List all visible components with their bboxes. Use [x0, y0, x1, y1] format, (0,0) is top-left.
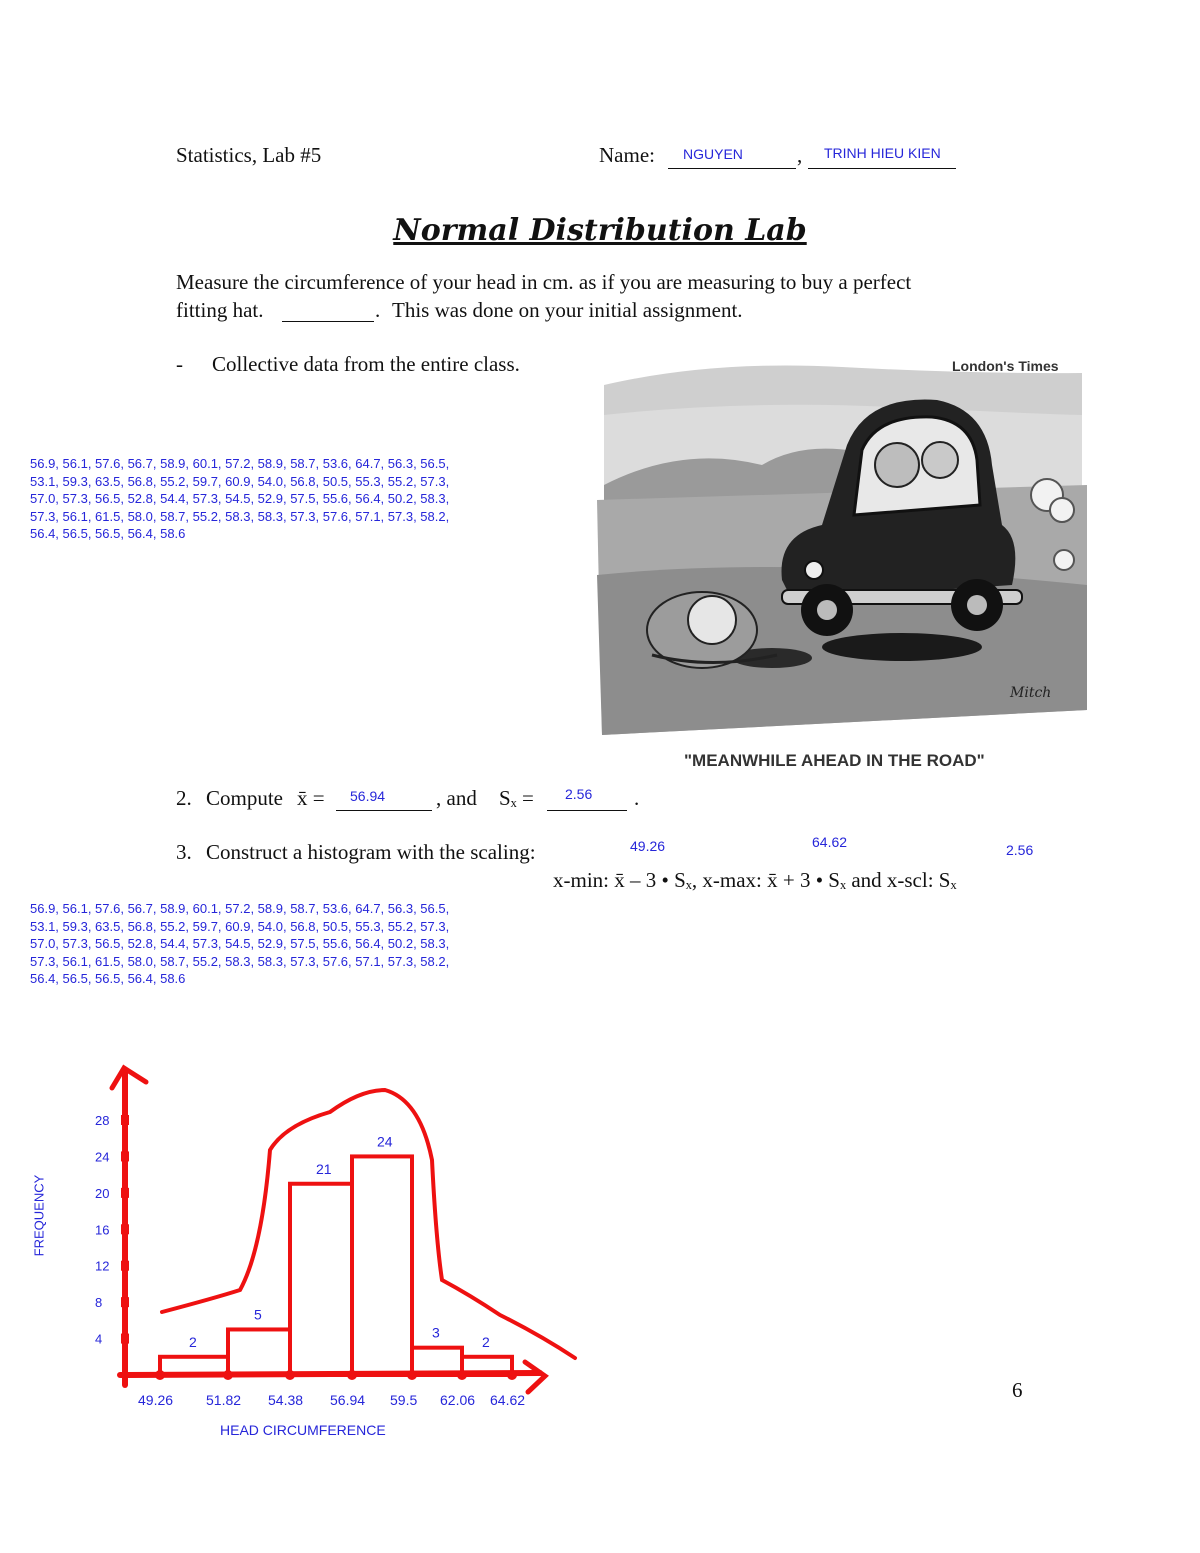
intro-line-2a: fitting hat.: [176, 298, 264, 322]
class-data-list-repeat: 56.9, 56.1, 57.6, 56.7, 58.9, 60.1, 57.2, 58.9, 58.7, 53.6, 64.7, 56.3, 56.5, 53.1, 59.3, 63.5, 56.8, 55.2, 59.7, 60.9, 54.0, 56.8, 50.5, 55.3, 55.2, 57.3, 57.0, 57.3, 56.5, 52.8, 54.4, 57.3, 54.5, 52.9, 57.5, 55.6, 56.4, 50.2, 58.3, 57.3, 56.1, 61.5, 58.0, 58.7, 55.2, 58.3, 58.3, 57.3, 57.6, 57.1, 57.3, 58.2, 56.4, 56.5, 56.5, 56.4, 58.6: [30, 901, 450, 986]
y-tick-label: 16: [95, 1222, 110, 1238]
xscl-value: 2.56: [1006, 842, 1034, 858]
name-first-value: NGUYEN: [683, 146, 743, 162]
page-number: 6: [1012, 1378, 1023, 1402]
intro-line-2b: This was done on your initial assignment.: [392, 298, 743, 322]
bar-count-label: 24: [377, 1133, 393, 1150]
x-tick-label: 49.26: [138, 1392, 174, 1408]
x-tick-mark: [285, 1370, 295, 1380]
x-tick-mark: [223, 1370, 233, 1380]
x-tick-mark: [457, 1370, 467, 1380]
histogram-chart: [0, 1040, 620, 1460]
name-comma: ,: [797, 143, 803, 167]
x-tick-label: 62.06: [440, 1392, 476, 1408]
y-tick-label: 24: [95, 1149, 110, 1165]
bar-count-label: 2: [189, 1333, 197, 1350]
name-label: Name:: [599, 143, 655, 167]
y-tick-label: 4: [95, 1331, 103, 1347]
cartoon-image: [592, 355, 1092, 775]
item1-text: Collective data from the entire class.: [212, 352, 520, 376]
histogram-y-label: FREQUENCY: [31, 1174, 47, 1257]
intro-line-1: Measure the circumference of your head in cm. as if you are measuring to buy a perfect: [176, 270, 912, 294]
y-tick-mark: [121, 1188, 129, 1198]
xmax-value: 64.62: [812, 834, 848, 850]
bar-count-label: 2: [482, 1333, 490, 1350]
mean-value: 56.94: [350, 788, 386, 804]
y-tick-mark: [121, 1115, 129, 1125]
scaling-formula: x-min: x̄ – 3 • Sₓ, x-max: x̄ + 3 • Sₓ and x-scl: Sₓ: [553, 868, 957, 892]
y-tick-mark: [121, 1334, 129, 1344]
cartoon-caption: "MEANWHILE AHEAD IN THE ROAD": [684, 751, 985, 770]
x-tick-mark: [507, 1370, 517, 1380]
x-axis-arrow: [525, 1362, 545, 1392]
xbar-symbol: x̄ =: [297, 786, 325, 810]
x-tick-label: 54.38: [268, 1392, 304, 1408]
item3-text: Construct a histogram with the scaling:: [206, 840, 536, 864]
x-tick-label: 51.82: [206, 1392, 242, 1408]
item2-text: Compute: [206, 786, 283, 810]
y-tick-label: 28: [95, 1113, 110, 1128]
bar-count-label: 3: [432, 1324, 440, 1341]
name-last-value: TRINH HIEU KIEN: [824, 145, 941, 161]
y-tick-mark: [121, 1151, 129, 1161]
sx-symbol: Sₓ =: [499, 786, 534, 810]
y-axis-arrow: [112, 1068, 146, 1088]
x-tick-label: 64.62: [490, 1392, 526, 1408]
x-tick-label: 59.5: [390, 1392, 418, 1408]
x-tick-mark: [155, 1370, 165, 1380]
y-tick-label: 8: [95, 1295, 103, 1311]
x-tick-mark: [407, 1370, 417, 1380]
cartoon-brand: London's Times: [952, 358, 1059, 374]
intro-line-2-period: .: [375, 298, 381, 322]
histogram-x-label: HEAD CIRCUMFERENCE: [220, 1422, 386, 1438]
x-tick-mark: [347, 1370, 357, 1380]
page-title: Normal Distribution Lab: [393, 213, 807, 248]
bell-curve-sketch: [162, 1090, 575, 1358]
cartoon-drawing: [592, 355, 1092, 775]
item1-dash: -: [176, 352, 183, 376]
x-tick-label: 56.94: [330, 1392, 366, 1408]
item2-period: .: [634, 786, 640, 810]
cartoon-signature: Mitch: [1010, 685, 1052, 701]
head-measure-blank: [282, 300, 374, 322]
bar-count-label: 5: [254, 1306, 262, 1323]
y-tick-mark: [121, 1224, 129, 1234]
y-tick-mark: [121, 1297, 129, 1307]
item3-number: 3.: [176, 840, 192, 864]
item2-and: , and: [436, 786, 477, 810]
xmin-value: 49.26: [630, 838, 666, 854]
bar-count-label: 21: [316, 1160, 332, 1177]
sd-value: 2.56: [565, 786, 593, 802]
course-title: Statistics, Lab #5: [176, 143, 322, 167]
class-data-list: 56.9, 56.1, 57.6, 56.7, 58.9, 60.1, 57.2, 58.9, 58.7, 53.6, 64.7, 56.3, 56.5, 53.1, 59.3, 63.5, 56.8, 55.2, 59.7, 60.9, 54.0, 56.8, 50.5, 55.3, 55.2, 57.3, 57.0, 57.3, 56.5, 52.8, 54.4, 57.3, 54.5, 52.9, 57.5, 55.6, 56.4, 50.2, 58.3, 57.3, 56.1, 61.5, 58.0, 58.7, 55.2, 58.3, 58.3, 57.3, 57.6, 57.1, 57.3, 58.2, 56.4, 56.5, 56.5, 56.4, 58.6: [30, 456, 450, 541]
y-tick-label: 20: [95, 1185, 110, 1201]
histogram-bar: [352, 1156, 412, 1375]
y-tick-label: 12: [95, 1258, 110, 1274]
histogram-bar: [290, 1184, 352, 1375]
histogram-bar: [228, 1329, 290, 1375]
y-tick-mark: [121, 1261, 129, 1271]
item2-number: 2.: [176, 786, 192, 810]
